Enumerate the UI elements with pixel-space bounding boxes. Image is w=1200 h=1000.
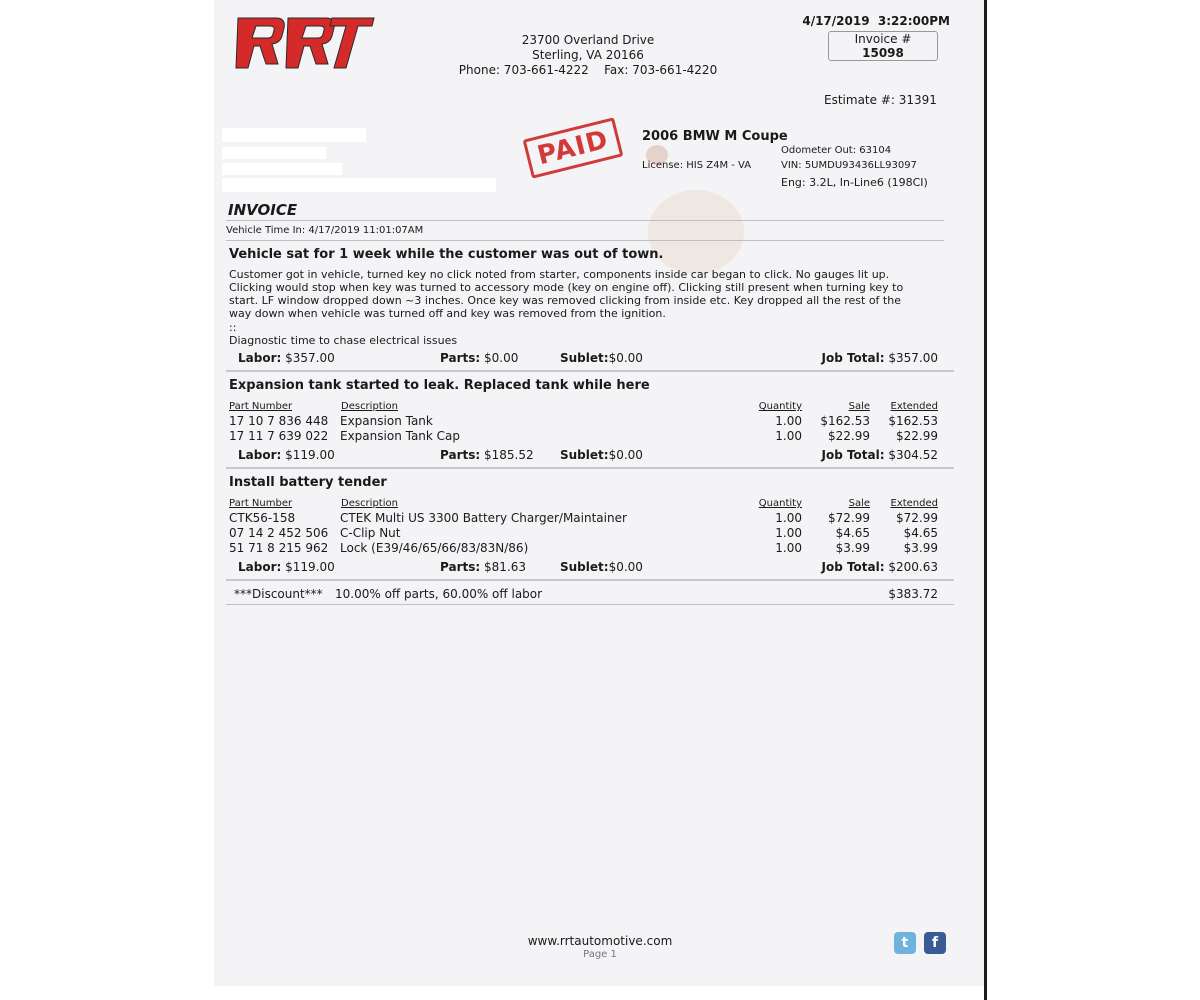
part-extended: $162.53 (888, 414, 938, 428)
redacted-customer-name (222, 128, 366, 142)
job-3-total (780, 560, 938, 574)
part-sale: $72.99 (828, 511, 870, 525)
parts-label: Parts: (440, 448, 481, 462)
vehicle-license: License: HIS Z4M - VA (642, 160, 752, 171)
divider (226, 220, 944, 221)
job-1-description: Customer got in vehicle, turned key no click noted from starter, components inside car began to click. No gauges lit up. Clicking would stop when key was turned to accessory mode (key on engine off). Clicking still present when turning key to start. LF window dropped down ~3 inches. Once key was removed clicking from inside etc. Key dropped all the rest of the way down when vehicle was turned off and key was removed from the ignition. (229, 268, 904, 320)
job-1-note: Diagnostic time to chase electrical issues (229, 334, 458, 347)
job-1-separator: :: (229, 321, 237, 334)
job-3-labor (238, 560, 335, 574)
vehicle-odometer: Odometer Out: 63104 (781, 145, 892, 156)
part-extended: $72.99 (896, 511, 938, 525)
job-2-labor (238, 448, 335, 462)
job-total-value: $304.52 (888, 448, 938, 462)
part-description: Expansion Tank Cap (340, 429, 461, 443)
rrt-logo (232, 12, 378, 74)
invoice-number-box (828, 31, 938, 61)
phone-fax: Phone: 703-661-4222 Fax: 703-661-4220 (458, 63, 718, 77)
parts-label: Parts: (440, 351, 481, 365)
job-1-title: Vehicle sat for 1 week while the customer was out of town. (229, 247, 664, 262)
sublet-label: Sublet: (560, 351, 609, 365)
col-extended: Extended (890, 401, 938, 412)
divider (226, 467, 954, 469)
redacted-customer-city (222, 163, 342, 175)
col-sale: Sale (848, 498, 870, 509)
vehicle-title: 2006 BMW M Coupe (642, 129, 788, 144)
part-number: 51 71 8 215 962 (229, 541, 329, 555)
col-description: Description (341, 401, 398, 412)
col-part-number: Part Number (229, 401, 293, 412)
col-extended: Extended (890, 498, 938, 509)
job-total-value: $357.00 (888, 351, 938, 365)
part-description: Lock (E39/46/65/66/83/83N/86) (340, 541, 529, 555)
part-description: Expansion Tank (340, 414, 433, 428)
part-description: C-Clip Nut (340, 526, 401, 540)
parts-value: $185.52 (484, 448, 534, 462)
invoice-heading: INVOICE (228, 201, 298, 219)
col-sale: Sale (848, 401, 870, 412)
part-number: 17 10 7 836 448 (229, 414, 329, 428)
part-quantity: 1.00 (775, 414, 802, 428)
col-quantity: Quantity (758, 401, 802, 412)
part-quantity: 1.00 (775, 429, 802, 443)
labor-value: $119.00 (285, 560, 335, 574)
job-3-sublet (560, 560, 643, 574)
divider (226, 240, 944, 241)
divider (226, 604, 954, 605)
vehicle-time-in: Vehicle Time In: 4/17/2019 11:01:07AM (226, 225, 424, 236)
invoice-datetime: 4/17/2019 3:22:00PM (802, 14, 950, 28)
col-part-number: Part Number (229, 498, 293, 509)
discount-text: 10.00% off parts, 60.00% off labor (335, 587, 543, 601)
part-sale: $162.53 (820, 414, 870, 428)
col-quantity: Quantity (758, 498, 802, 509)
redacted-customer-address (222, 147, 326, 159)
vehicle-engine: Eng: 3.2L, In-Line6 (198CI) (781, 176, 928, 189)
part-sale: $22.99 (828, 429, 870, 443)
part-extended: $22.99 (896, 429, 938, 443)
job-1-labor (238, 351, 335, 365)
job-2-sublet (560, 448, 643, 462)
vehicle-vin: VIN: 5UMDU93436LL93097 (781, 160, 917, 171)
footer-page-number: Page 1 (583, 949, 617, 960)
sublet-label: Sublet: (560, 560, 609, 574)
address-line-1: 23700 Overland Drive (521, 33, 655, 47)
labor-label: Labor: (238, 351, 282, 365)
parts-label: Parts: (440, 560, 481, 574)
part-number: CTK56-158 (229, 511, 296, 525)
part-number: 07 14 2 452 506 (229, 526, 329, 540)
labor-value: $119.00 (285, 448, 335, 462)
twitter-icon[interactable] (894, 932, 916, 954)
job-2-title: Expansion tank started to leak. Replaced tank while here (229, 378, 650, 393)
invoice-number-label: Invoice # (854, 32, 912, 46)
sublet-value: $0.00 (608, 351, 643, 365)
part-extended: $4.65 (903, 526, 938, 540)
parts-value: $0.00 (484, 351, 519, 365)
job-2-parts (440, 448, 534, 462)
part-sale: $4.65 (835, 526, 870, 540)
address-line-2: Sterling, VA 20166 (532, 48, 644, 62)
labor-label: Labor: (238, 448, 282, 462)
footer-website: www.rrtautomotive.com (527, 934, 673, 948)
estimate-number: Estimate #: 31391 (824, 93, 937, 107)
invoice-number: 15098 (862, 46, 904, 60)
job-2-total (780, 448, 938, 462)
job-total-value: $200.63 (888, 560, 938, 574)
labor-label: Labor: (238, 560, 282, 574)
part-description: CTEK Multi US 3300 Battery Charger/Maintainer (340, 511, 627, 525)
shop-address (450, 33, 726, 78)
job-total-label: Job Total: (821, 448, 885, 462)
part-quantity: 1.00 (775, 526, 802, 540)
redacted-customer-phone (222, 178, 496, 192)
job-1-sublet (560, 351, 643, 365)
divider (226, 370, 954, 372)
labor-value: $357.00 (285, 351, 335, 365)
job-3-parts (440, 560, 526, 574)
facebook-glyph: f (931, 935, 939, 951)
twitter-glyph: t (901, 935, 909, 951)
paid-stamp: PAID (523, 117, 624, 179)
part-extended: $3.99 (903, 541, 938, 555)
job-total-label: Job Total: (821, 351, 885, 365)
job-1-parts (440, 351, 518, 365)
job-1-total (780, 351, 938, 365)
part-number: 17 11 7 639 022 (229, 429, 329, 443)
divider (226, 579, 954, 581)
scan-edge-right (984, 0, 987, 1000)
discount-label: ***Discount*** (234, 587, 323, 601)
discount-amount: $383.72 (888, 587, 938, 601)
facebook-icon[interactable] (924, 932, 946, 954)
scan-margin-left (0, 0, 214, 1000)
job-3-title: Install battery tender (229, 475, 387, 490)
part-quantity: 1.00 (775, 511, 802, 525)
job-total-label: Job Total: (821, 560, 885, 574)
part-sale: $3.99 (835, 541, 870, 555)
part-quantity: 1.00 (775, 541, 802, 555)
sublet-label: Sublet: (560, 448, 609, 462)
sublet-value: $0.00 (608, 560, 643, 574)
col-description: Description (341, 498, 398, 509)
sublet-value: $0.00 (608, 448, 643, 462)
parts-value: $81.63 (484, 560, 526, 574)
